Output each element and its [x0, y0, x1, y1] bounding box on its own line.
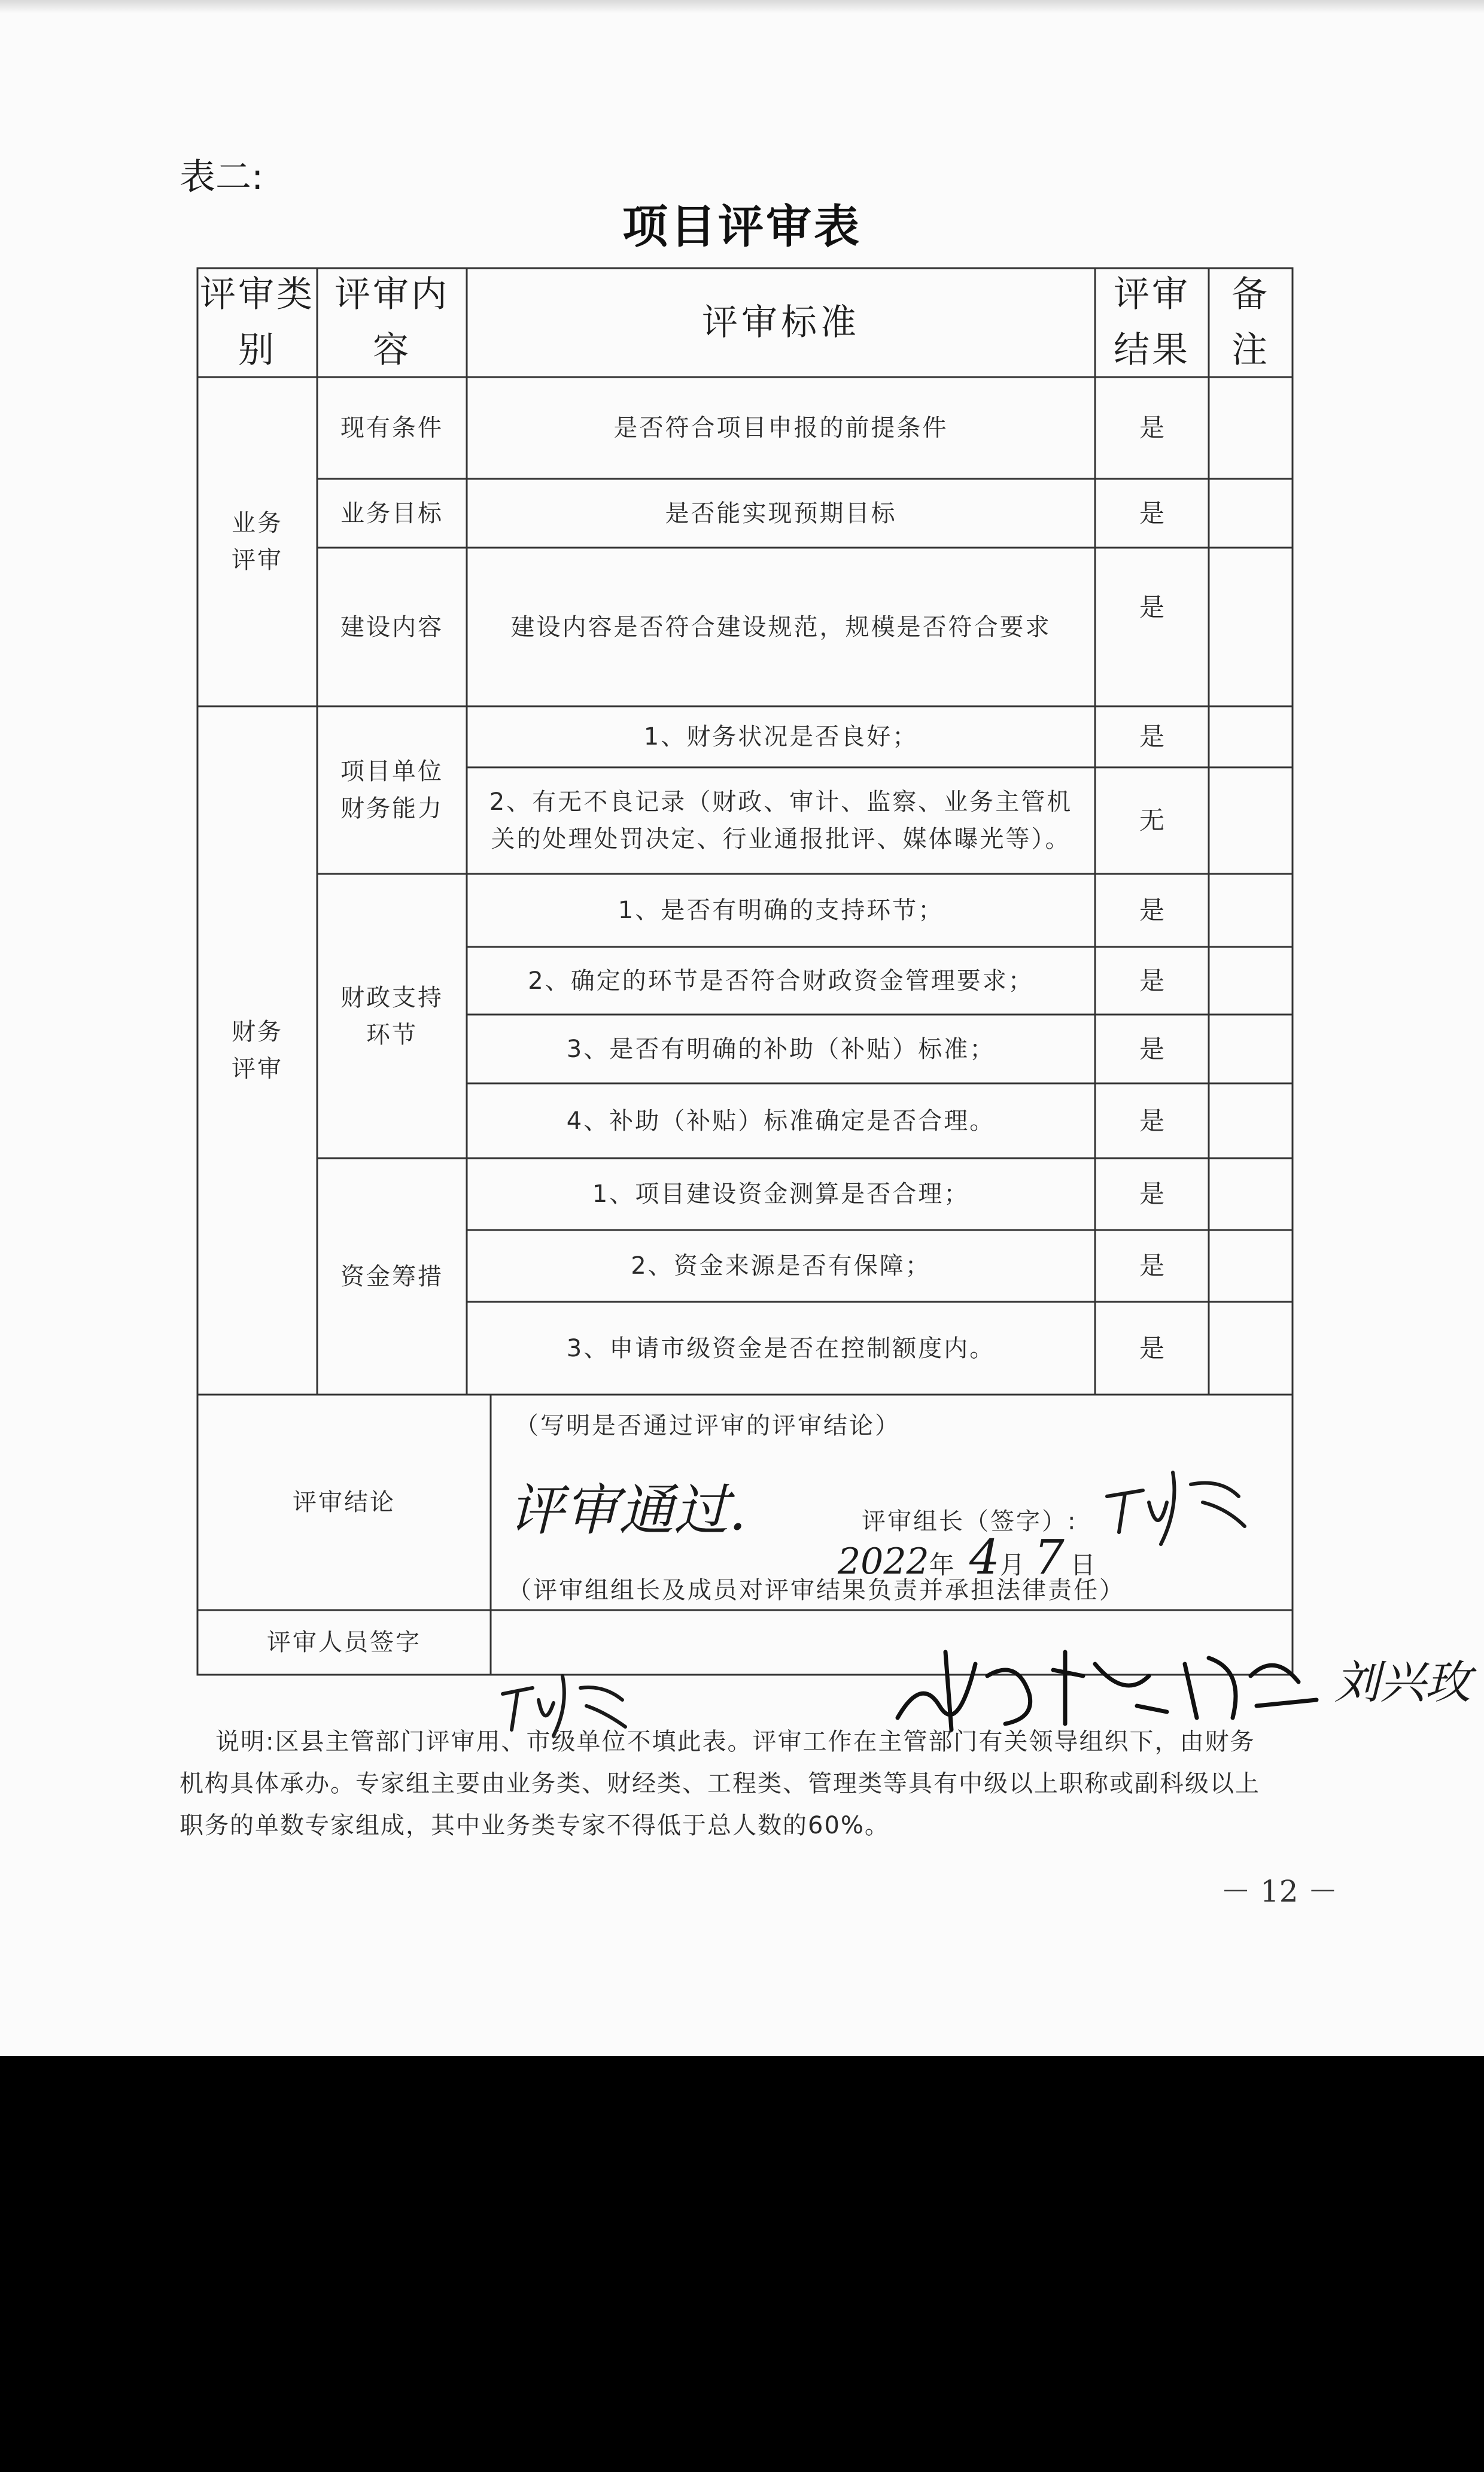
- result-cell: 是: [1139, 722, 1164, 752]
- footer-note-line: 职务的单数专家组成，其中业务类专家不得低于总人数的60%。: [180, 1812, 890, 1839]
- standard-row: 是否符合项目申报的前提条件: [613, 414, 948, 442]
- result-cell: 是: [1139, 1333, 1164, 1363]
- result-cell: 是: [1139, 498, 1164, 528]
- standard-row: 是否能实现预期目标: [665, 499, 897, 527]
- page-number: － 12 －: [1221, 1874, 1338, 1909]
- standard-row: 建设内容是否符合建设规范，规模是否符合要求: [510, 613, 1051, 641]
- footer-note-line: 机构具体承办。专家组主要由业务类、财经类、工程类、管理类等具有中级以上职称或副科级以上: [180, 1770, 1260, 1797]
- standard-row: 2、资金来源是否有保障；: [631, 1252, 931, 1280]
- date-day-char: 日: [1070, 1550, 1096, 1580]
- members-label: 评审人员签字: [267, 1629, 421, 1656]
- content-fiscal-support: 财政支持环节: [340, 983, 443, 1049]
- date-day: 7: [1033, 1529, 1065, 1585]
- footer-note-line: 说明:区县主管部门评审用、市级单位不填此表。评审工作在主管部门有关领导组织下，由财务: [215, 1728, 1255, 1756]
- result-cell: 是: [1139, 1106, 1164, 1135]
- date-month: 4: [969, 1529, 1000, 1585]
- date-month-char: 月: [999, 1550, 1025, 1580]
- content-construction: 建设内容: [340, 613, 443, 641]
- member-signature-names: 刘兴玫: [1334, 1656, 1471, 1709]
- result-cell: 是: [1139, 1179, 1164, 1209]
- result-cell: 是: [1139, 1251, 1164, 1281]
- header-remark: 备注: [1231, 274, 1270, 371]
- result-cell: 是: [1139, 413, 1164, 443]
- content-financial-capacity: 项目单位财务能力: [340, 758, 443, 822]
- leader-signature-label: 评审组长（签字）:: [862, 1508, 1078, 1535]
- standard-row: 1、财务状况是否良好；: [643, 723, 919, 751]
- standard-row: 3、申请市级资金是否在控制额度内。: [566, 1334, 996, 1362]
- standard-row: 2、确定的环节是否符合财政资金管理要求；: [528, 967, 1034, 995]
- leader-signature-icon: [1101, 1460, 1257, 1550]
- header-result: 评审结果: [1114, 274, 1190, 371]
- result-cell: 无: [1139, 806, 1164, 836]
- result-cell: 是: [1139, 593, 1164, 622]
- result-cell: 是: [1139, 895, 1164, 925]
- conclusion-instruction: （写明是否通过评审的评审结论）: [515, 1412, 901, 1440]
- date-year-char: 年: [929, 1550, 954, 1580]
- document-title: 项目评审表: [622, 200, 862, 253]
- category-finance: 财务评审: [232, 1018, 283, 1083]
- category-business: 业务评审: [232, 509, 283, 574]
- standard-row: 4、补助（补贴）标准确定是否合理。: [566, 1107, 996, 1135]
- footer-note: [180, 1721, 1340, 1847]
- result-cell: 是: [1139, 965, 1164, 995]
- responsibility-statement: （评审组组长及成员对评审结果负责并承担法律责任）: [507, 1577, 1125, 1604]
- header-category: 评审类别: [200, 274, 315, 371]
- content-existing-conditions: 现有条件: [340, 414, 443, 442]
- header-standard: 评审标准: [702, 301, 860, 344]
- conclusion-label: 评审结论: [293, 1489, 396, 1516]
- table-label: 表二:: [180, 156, 264, 198]
- standard-row: 3、是否有明确的补助（补贴）标准；: [566, 1035, 996, 1063]
- content-business-goal: 业务目标: [340, 499, 443, 527]
- result-cell: 是: [1139, 1034, 1164, 1064]
- standard-row: 1、是否有明确的支持环节；: [618, 897, 944, 924]
- handwritten-conclusion: 评审通过.: [509, 1478, 747, 1542]
- standard-row: 1、项目建设资金测算是否合理；: [592, 1180, 970, 1208]
- content-funding: 资金筹措: [340, 1262, 443, 1290]
- standard-row: 2、有无不良记录（财政、审计、监察、业务主管机关的处理处罚决定、行业通报批评、媒体曝光等）。: [489, 788, 1073, 853]
- header-content: 评审内容: [334, 274, 449, 371]
- date-year: 2022: [838, 1541, 929, 1583]
